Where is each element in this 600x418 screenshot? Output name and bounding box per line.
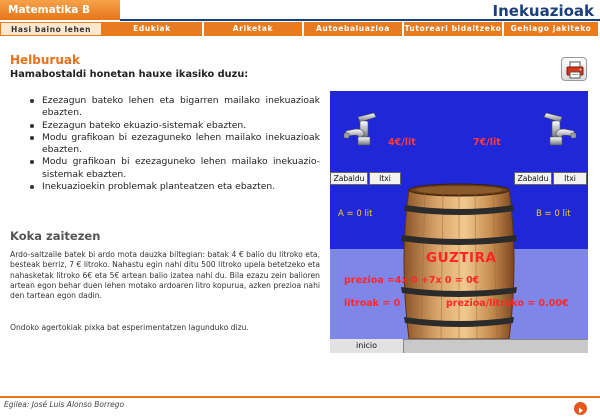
nav-item-edukiak[interactable]: Edukiak: [102, 22, 204, 36]
author-credit: [4, 400, 124, 409]
print-button[interactable]: [561, 57, 587, 81]
close-a-button[interactable]: Itxi: [369, 172, 401, 185]
liters-a-label: A = 0 lit: [338, 209, 373, 219]
close-b-button[interactable]: Itxi: [553, 172, 587, 185]
section-title-helburuak: Helburuak: [10, 53, 80, 67]
nav-item-autoebaluazioa[interactable]: Autoebaluazioa: [304, 22, 404, 36]
intro-text: Hamabostaldi honetan hauxe ikasiko duzu:: [10, 69, 249, 80]
total-title: GUZTIRA: [426, 250, 497, 266]
printer-icon: [562, 58, 588, 82]
open-a-button[interactable]: Zabaldu: [330, 172, 368, 185]
section-title-koka: Koka zaitezen: [10, 229, 101, 243]
problem-text: Ardo-saltzaile batek bi ardo mota dauzka biltegian: batak 4 € balio du litroko eta, besteak berriz, 7 € litroko. Nahastu egin nahi ditu 500 litroko upela betetzeko eta nahasketak litroko 6€ eta 5€ artean balio izatea nahi du. Bila ezazu zein balioren artean egon behar duen lehen motako ardoaren litro kopurua, azken prezioa nahi den tartean egon dadin.: [10, 250, 321, 301]
page-title: Inekuazioak: [492, 2, 594, 20]
hint-text: Ondoko agertokiak pixka bat esperimentatzen lagunduko dizu.: [10, 323, 249, 332]
goal-item: Modu grafikoan bi ezezaguneko lehen mailako inekuazioak ebazten.: [30, 132, 320, 157]
author-name: José Luis Alonso Borrego: [31, 400, 125, 409]
price-b-label: 7€/lit: [473, 137, 501, 148]
nav-item-gehiago-jakiteko[interactable]: Gehiago jakiteko: [504, 22, 600, 36]
price-a-label: 4€/lit: [388, 137, 416, 148]
goal-item: Modu grafikoan bi ezezaguneko lehen mailako inekuazio-sistemak ebazten.: [30, 156, 320, 181]
wine-mixing-simulation: [330, 91, 588, 353]
goal-item: Ezezagun bateko ekuazio-sistemak ebazten.: [30, 120, 320, 132]
next-button[interactable]: [574, 402, 587, 415]
reset-button[interactable]: inicio: [330, 339, 404, 353]
goals-list: [30, 95, 320, 193]
main-nav: [0, 22, 600, 36]
nav-item-ariketak[interactable]: Ariketak: [204, 22, 304, 36]
faucet-right-icon: [518, 105, 582, 169]
arrow-right-icon: [574, 404, 587, 417]
nav-item-tutoreari-bidaltzeko[interactable]: Tutoreari bidaltzeko: [404, 22, 504, 36]
liters-b-label: B = 0 lit: [536, 209, 571, 219]
author-label: Egilea:: [4, 400, 30, 409]
price-per-liter: prezioa/litroko = 0.00€: [446, 298, 569, 309]
footer-divider: [0, 396, 600, 398]
nav-item-hasi-baino-lehen[interactable]: Hasi baino lehen: [0, 22, 102, 36]
goal-item: Inekuazioekin problemak planteatzen eta ebazten.: [30, 181, 320, 193]
price-formula: prezioa =4x 0 +7x 0 = 0€: [344, 275, 480, 286]
open-b-button[interactable]: Zabaldu: [514, 172, 552, 185]
goal-item: Ezezagun bateko lehen eta bigarren mailako inekuazioak ebazten.: [30, 95, 320, 120]
header: [0, 0, 600, 22]
course-title: Matematika B: [0, 0, 120, 20]
liters-total: litroak = 0: [344, 298, 401, 309]
